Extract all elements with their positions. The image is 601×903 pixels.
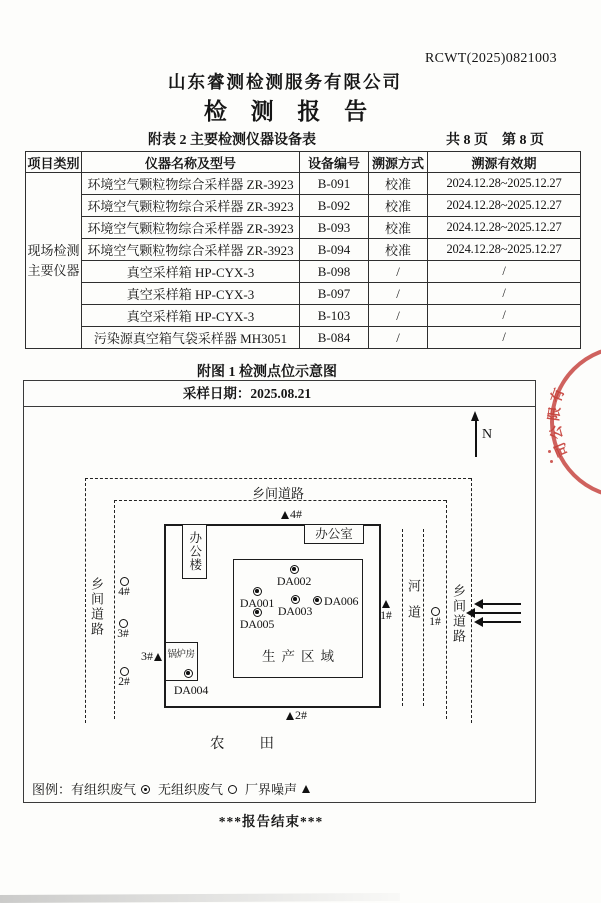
instrument-name: 环境空气颗粒物综合采样器 ZR-3923 bbox=[82, 173, 300, 195]
river-left-line bbox=[402, 529, 403, 706]
trace-method: 校准 bbox=[369, 173, 428, 195]
page-info: 共 8 页 第 8 页 bbox=[446, 133, 544, 148]
stack-marker-da003 bbox=[291, 595, 300, 604]
road-inner-right-line bbox=[446, 500, 447, 719]
trace-validity: 2024.12.28~2025.12.27 bbox=[428, 217, 581, 239]
seal-dot bbox=[550, 460, 553, 463]
figure-caption: 附图 1 检测点位示意图 bbox=[197, 365, 337, 380]
instrument-name: 真空采样箱 HP-CYX-3 bbox=[82, 261, 300, 283]
fugitive-circle-icon bbox=[120, 667, 129, 676]
noise-point-4 bbox=[281, 507, 302, 522]
trace-validity: / bbox=[428, 261, 581, 283]
device-no: B-094 bbox=[300, 239, 369, 261]
stack-label-da003: DA003 bbox=[277, 604, 313, 618]
table-row bbox=[26, 173, 581, 195]
stack-marker-da006 bbox=[313, 596, 322, 605]
road-outer-left-line bbox=[85, 478, 86, 723]
table-caption: 附表 2 主要检测仪器设备表 bbox=[148, 133, 316, 148]
device-no: B-098 bbox=[300, 261, 369, 283]
instrument-name: 污染源真空箱气袋采样器 MH3051 bbox=[82, 327, 300, 349]
north-arrow-line bbox=[475, 421, 477, 457]
company-seal bbox=[547, 345, 601, 499]
stack-label-da001: DA001 bbox=[239, 596, 275, 610]
instrument-name: 环境空气颗粒物综合采样器 ZR-3923 bbox=[82, 239, 300, 261]
noise-triangle-icon bbox=[281, 511, 289, 519]
river-label: 河道 bbox=[406, 579, 421, 631]
stack-marker-da002 bbox=[290, 565, 299, 574]
instrument-name: 环境空气颗粒物综合采样器 ZR-3923 bbox=[82, 195, 300, 217]
fugitive-point-3: 3# bbox=[117, 628, 129, 640]
fugitive-point-4: 4# bbox=[118, 586, 130, 598]
legend-noise-icon bbox=[302, 785, 310, 793]
road-label-top: 乡间道路 bbox=[251, 486, 304, 501]
trace-validity: / bbox=[428, 305, 581, 327]
trace-method: 校准 bbox=[369, 195, 428, 217]
stack-label-da004: DA004 bbox=[173, 683, 209, 697]
trace-method: 校准 bbox=[369, 239, 428, 261]
table-row bbox=[26, 239, 581, 261]
table-row bbox=[26, 305, 581, 327]
instrument-table bbox=[25, 151, 581, 349]
noise-triangle-icon bbox=[286, 712, 294, 720]
instrument-name: 真空采样箱 HP-CYX-3 bbox=[82, 283, 300, 305]
seal-char: 公 bbox=[549, 424, 566, 441]
table-row bbox=[26, 283, 581, 305]
trace-validity: / bbox=[428, 283, 581, 305]
seal-char: 有 bbox=[549, 386, 569, 406]
table-row bbox=[26, 261, 581, 283]
fugitive-circle-icon bbox=[119, 619, 128, 628]
office-building-label: 办公楼 bbox=[187, 531, 202, 572]
fugitive-circle-icon bbox=[431, 607, 440, 616]
col-header-instrument: 仪器名称及型号 bbox=[82, 152, 300, 173]
report-number: RCWT(2025)0821003 bbox=[425, 51, 557, 66]
road-label-right: 乡间道路 bbox=[451, 584, 466, 644]
farmland-label: 农 田 bbox=[210, 736, 276, 752]
legend-fugitive-icon bbox=[228, 785, 237, 794]
stack-marker-da005 bbox=[253, 608, 262, 617]
stack-label-da005: DA005 bbox=[239, 617, 275, 631]
instrument-name: 真空采样箱 HP-CYX-3 bbox=[82, 305, 300, 327]
legend-noise-label: 厂界噪声 bbox=[245, 782, 298, 797]
noise-point-label: 4# bbox=[290, 507, 302, 521]
legend-fugitive-label: 无组织废气 bbox=[158, 782, 224, 797]
stack-label-da006: DA006 bbox=[324, 594, 359, 608]
figure-legend bbox=[32, 779, 318, 798]
company-name: 山东睿测检测服务有限公司 bbox=[168, 72, 402, 92]
col-header-trace-method: 溯源方式 bbox=[369, 152, 428, 173]
noise-triangle-icon bbox=[382, 600, 390, 608]
category-line: 主要仪器 bbox=[27, 262, 80, 278]
north-arrow-icon bbox=[471, 411, 479, 421]
office-building bbox=[182, 524, 207, 579]
stack-label-da002: DA002 bbox=[276, 574, 312, 588]
noise-point-1: 1# bbox=[380, 610, 392, 622]
scan-artifact bbox=[0, 893, 400, 903]
sampling-date: 采样日期：2025.08.21 bbox=[24, 381, 535, 407]
seal-dot bbox=[548, 450, 551, 453]
fugitive-circle-icon bbox=[120, 577, 129, 586]
device-no: B-084 bbox=[300, 327, 369, 349]
legend-intro: 图例： bbox=[32, 782, 72, 797]
river-right-line bbox=[423, 529, 424, 706]
trace-validity: 2024.12.28~2025.12.27 bbox=[428, 195, 581, 217]
report-title: 检 测 报 告 bbox=[203, 99, 377, 124]
col-header-trace-validity: 溯源有效期 bbox=[428, 152, 581, 173]
trace-validity: / bbox=[428, 327, 581, 349]
wind-arrow-icon bbox=[483, 621, 521, 623]
report-end-note: ***报告结束*** bbox=[218, 814, 324, 829]
trace-method: / bbox=[369, 305, 428, 327]
north-label: N bbox=[482, 427, 493, 442]
legend-organized-icon bbox=[141, 785, 150, 794]
site-diagram bbox=[23, 380, 536, 803]
road-outer-right-line bbox=[471, 478, 472, 723]
table-row bbox=[26, 327, 581, 349]
table-row bbox=[26, 195, 581, 217]
wind-arrow-icon bbox=[475, 612, 521, 614]
wind-arrow-icon bbox=[483, 603, 521, 605]
device-no: B-091 bbox=[300, 173, 369, 195]
seal-char: 限 bbox=[547, 405, 564, 422]
table-header-row bbox=[26, 152, 581, 173]
table-row bbox=[26, 217, 581, 239]
noise-point-3 bbox=[124, 649, 162, 664]
trace-validity: 2024.12.28~2025.12.27 bbox=[428, 173, 581, 195]
instrument-name: 环境空气颗粒物综合采样器 ZR-3923 bbox=[82, 217, 300, 239]
device-no: B-093 bbox=[300, 217, 369, 239]
device-no: B-097 bbox=[300, 283, 369, 305]
col-header-category: 项目类别 bbox=[26, 152, 82, 173]
noise-point-2 bbox=[286, 708, 307, 723]
road-outer-top-line bbox=[85, 478, 471, 479]
trace-method: / bbox=[369, 327, 428, 349]
stack-marker-da004 bbox=[184, 669, 193, 678]
legend-organized-label: 有组织废气 bbox=[71, 782, 137, 797]
fugitive-point-1: 1# bbox=[429, 616, 441, 628]
category-line: 现场检测 bbox=[27, 243, 80, 258]
seal-char: 司 bbox=[552, 439, 573, 459]
road-label-left: 乡间道路 bbox=[89, 577, 104, 637]
device-no: B-092 bbox=[300, 195, 369, 217]
production-area-label: 生产区域 bbox=[262, 649, 340, 664]
boiler-room: 锅炉房 bbox=[164, 642, 198, 681]
trace-method: 校准 bbox=[369, 217, 428, 239]
fugitive-point-2: 2# bbox=[118, 676, 130, 688]
device-no: B-103 bbox=[300, 305, 369, 327]
col-header-device-no: 设备编号 bbox=[300, 152, 369, 173]
trace-validity: 2024.12.28~2025.12.27 bbox=[428, 239, 581, 261]
office-room: 办公室 bbox=[304, 524, 364, 544]
trace-method: / bbox=[369, 283, 428, 305]
category-cell bbox=[26, 173, 82, 349]
noise-point-label: 3# bbox=[141, 649, 153, 663]
noise-point-label: 2# bbox=[295, 708, 307, 722]
noise-triangle-icon bbox=[154, 653, 162, 661]
trace-method: / bbox=[369, 261, 428, 283]
stack-marker-da001 bbox=[253, 587, 262, 596]
